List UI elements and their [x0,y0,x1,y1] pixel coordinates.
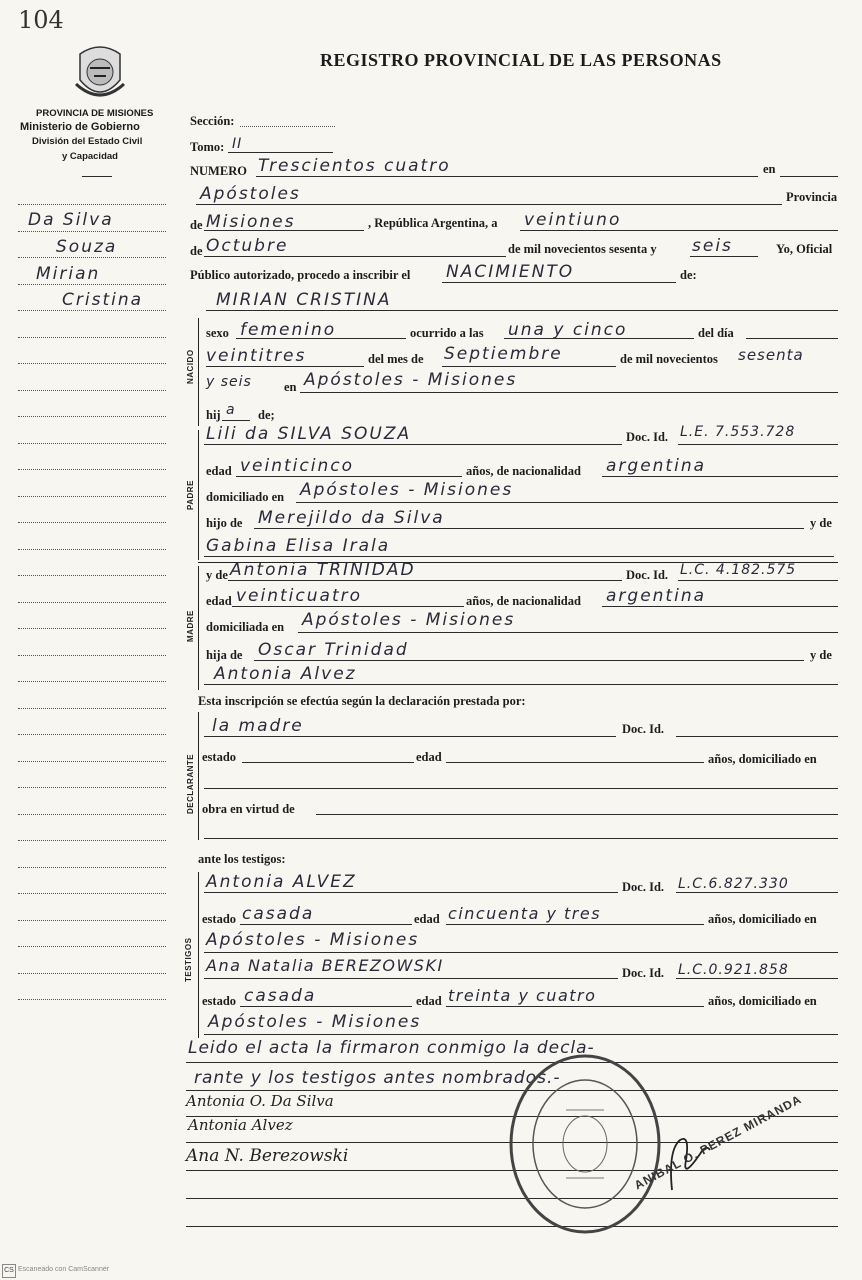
testigos-bracket [198,872,199,1038]
witness2-name-value: Ana Natalia BEREZOWSKI [206,956,444,975]
signature-2: Antonia Alvez [188,1116,293,1134]
padre-bracket [198,430,199,560]
declarant-doc-label: Doc. Id. [622,722,665,736]
de-label-2: de [190,244,203,258]
margin-line [18,469,166,470]
witness1-name-value: Antonia ALVEZ [206,872,357,892]
margin-surname-2: Souza [56,237,118,257]
day-value: veintiuno [524,210,622,230]
hija-line [222,420,250,421]
act-value: NACIMIENTO [446,262,575,282]
sex-line [236,338,406,339]
province-line [204,230,364,231]
document-title: REGISTRO PROVINCIAL DE LAS PERSONAS [320,50,722,70]
numero-line [256,176,758,177]
declarant-extra-line [204,838,838,839]
sexo-label: sexo [206,326,229,340]
margin-line [18,337,166,338]
nacido-side-label: NACIDO [186,349,195,384]
witness1-age-value: cincuenta y tres [448,904,602,923]
witness1-civil-line [240,924,412,925]
mother-name-line [228,580,622,581]
witness2-estado-label: estado [202,994,237,1008]
witness2-edad-label: edad [416,994,442,1008]
tomo-label: Tomo: [190,140,225,154]
margin-line [18,496,166,497]
mother-father-line [254,660,804,661]
seccion-label: Sección: [190,114,235,128]
hija-suffix-value: a [226,402,236,418]
margin-line [18,522,166,523]
witness2-doc-label: Doc. Id. [622,966,665,980]
madre-bracket [198,566,199,690]
margin-line [18,999,166,1000]
mother-doc-value: L.C. 4.182.575 [680,562,797,578]
scanner-watermark: Escaneado con CamScanner [18,1266,110,1273]
del-dia-line [746,338,838,339]
padre-side-label: PADRE [186,480,195,510]
witness2-civil-line [240,1006,412,1007]
witness2-anos-label: años, domiciliado en [708,994,817,1008]
margin-line [18,840,166,841]
witness1-doc-line [676,892,838,893]
father-doc-line [678,444,838,445]
de-label-1: de [190,218,203,232]
mother-age-value: veinticuatro [236,586,362,606]
mother-hija-de-label: hija de [206,648,243,662]
margin-line [18,628,166,629]
birth-month-line [442,366,616,367]
witness1-edad-label: edad [414,912,440,926]
witness1-address-line [204,952,838,953]
father-name-value: Lili da SILVA SOUZA [206,424,412,444]
declarant-edad-label: edad [416,750,442,764]
hour-line [504,338,694,339]
witness2-age-line [446,1006,704,1007]
mother-name-value: Antonia TRINIDAD [230,560,416,580]
father-hijo-de-label: hijo de [206,516,243,530]
mother-dom-label: domiciliada en [206,620,285,634]
day-line [520,230,838,231]
closing-line-1: Leido el acta la firmaron conmigo la decla- [188,1038,595,1058]
father-y-de-label: y de [810,516,832,530]
margin-line [18,575,166,576]
mother-mother-value: Antonia Alvez [214,664,357,684]
seccion-line [240,126,335,127]
witness1-address-value: Apóstoles - Misiones [206,930,420,950]
madre-side-label: MADRE [186,610,195,642]
declarant-estado-line [242,762,414,763]
father-age-value: veinticinco [240,456,354,476]
witness2-doc-value: L.C.0.921.858 [678,962,789,978]
declarante-side-label: DECLARANTE [186,753,195,814]
margin-line [18,867,166,868]
margin-line [18,973,166,974]
province-value: Misiones [206,212,296,232]
en-line [780,176,838,177]
declarant-address-line [204,788,838,789]
mother-edad-label: edad [206,594,232,608]
witness1-doc-value: L.C.6.827.330 [678,876,789,892]
mother-nac-label: años, de nacionalidad [466,594,581,608]
declarant-anos-label: años, domiciliado en [708,752,817,766]
margin-line [18,734,166,735]
margin-line [18,257,166,258]
mother-doc-label: Doc. Id. [626,568,669,582]
del-mes-label: del mes de [368,352,424,366]
mother-mother-line [204,684,838,685]
witness2-address-value: Apóstoles - Misiones [208,1012,422,1032]
numero-label: NUMERO [190,164,247,178]
testigos-side-label: TESTIGOS [184,937,193,982]
margin-given-name-2: Cristina [62,290,144,310]
del-dia-label: del día [698,326,734,340]
signature-3: Ana N. Berezowski [186,1146,349,1166]
republica-label: , República Argentina, a [368,216,498,230]
margin-line [18,787,166,788]
father-doc-label: Doc. Id. [626,430,669,444]
father-name-line [204,444,622,445]
declarant-line [204,736,616,737]
official-seal-icon [506,1050,664,1238]
father-edad-label: edad [206,464,232,478]
hija-de-label: de; [258,408,275,422]
place-line [196,204,782,205]
birth-year-2-value: y seis [206,374,252,390]
margin-line [18,310,166,311]
margin-line [18,602,166,603]
margin-line [18,416,166,417]
witness1-civil-value: casada [242,904,315,924]
margin-given-name-1: Mirian [36,264,101,284]
margin-line [18,655,166,656]
mother-address-line [298,632,838,633]
birth-year-1-value: sesenta [738,346,804,364]
name-value: MIRIAN CRISTINA [216,290,392,310]
father-mother-value: Gabina Elisa Irala [206,536,391,556]
witness1-estado-label: estado [202,912,237,926]
margin-line [18,681,166,682]
birth-place-value: Apóstoles - Misiones [304,370,518,390]
org-line-4: y Capacidad [62,151,118,162]
witness1-doc-label: Doc. Id. [622,880,665,894]
father-nationality-value: argentina [606,456,707,476]
en-label: en [763,162,776,176]
month-value: Octubre [206,236,289,256]
declarant-value: la madre [212,716,304,736]
father-father-value: Merejildo da Silva [258,508,445,528]
mother-father-value: Oscar Trinidad [258,640,409,660]
hija-label: hij [206,408,221,422]
scanner-logo-icon: CS [2,1264,16,1278]
mother-doc-line [678,580,838,581]
father-address-line [296,502,838,503]
father-nac-label: años, de nacionalidad [466,464,581,478]
witness2-address-line [204,1034,838,1035]
en-place-label: en [284,380,297,394]
page-number: 104 [18,6,64,34]
name-line [206,310,838,311]
de-colon-label: de: [680,268,697,282]
publico-label: Público autorizado, procedo a inscribir el [190,268,411,282]
margin-line [18,946,166,947]
closing-line-2: rante y los testigos antes nombrados.- [194,1068,561,1088]
obra-label: obra en virtud de [202,802,295,816]
declaration-label: Esta inscripción se efectúa según la declaración prestada por: [198,694,526,708]
org-line-3: División del Estado Civil [32,136,143,147]
nacido-bracket [198,318,199,426]
provincia-label: Provincia [786,190,838,204]
mother-nationality-line [602,606,838,607]
witness1-age-line [446,924,704,925]
signature-1: Antonia O. Da Silva [186,1092,334,1110]
sex-value: femenino [240,320,337,340]
margin-line [18,920,166,921]
margin-line [18,390,166,391]
witness2-age-value: treinta y cuatro [448,986,597,1005]
org-line-1: PROVINCIA DE MISIONES [36,108,154,119]
father-father-line [254,528,804,529]
margin-line [18,761,166,762]
de-mil-2-label: de mil novecientos [620,352,718,366]
margin-line [18,549,166,550]
declarant-doc-line [676,736,838,737]
birth-day-value: veintitres [206,346,307,366]
month-line [204,256,506,257]
org-line-2: Ministerio de Gobierno [20,121,140,133]
margin-line [18,363,166,364]
coat-of-arms-icon [70,40,130,106]
mother-y-de-label: y de [206,568,228,582]
mother-age-line [232,606,464,607]
birth-place-line [300,392,838,393]
yo-oficial-label: Yo, Oficial [776,242,833,256]
ocurrido-label: ocurrido a las [410,326,484,340]
margin-line [18,814,166,815]
margin-line [18,231,166,232]
margin-line [18,204,166,205]
place-value: Apóstoles [200,184,301,204]
father-address-value: Apóstoles - Misiones [300,480,514,500]
father-doc-value: L.E. 7.553.728 [680,424,796,440]
numero-value: Trescientos cuatro [258,156,451,176]
org-divider [82,176,112,177]
birth-month-value: Septiembre [444,344,563,364]
act-line [442,282,676,283]
witness2-doc-line [676,978,838,979]
witness2-name-line [204,978,618,979]
tomo-value: II [232,136,243,152]
declarant-estado-label: estado [202,750,237,764]
testigos-label: ante los testigos: [198,852,286,866]
mother-nationality-value: argentina [606,586,707,606]
mother-y-de-2-label: y de [810,648,832,662]
year-value: seis [692,236,733,256]
margin-line [18,893,166,894]
hour-value: una y cinco [508,320,628,340]
father-mother-line [204,556,834,557]
father-age-line [236,476,462,477]
declarant-edad-line [446,762,704,763]
margin-line [18,708,166,709]
de-mil-label: de mil novecientos sesenta y [508,242,657,256]
mother-address-value: Apóstoles - Misiones [302,610,516,630]
birth-day-line [206,366,364,367]
witness2-civil-value: casada [244,986,317,1006]
official-stamp-name: ANIBAL O. PEREZ MIRANDA [632,1091,805,1193]
obra-line [316,814,838,815]
father-dom-label: domiciliado en [206,490,285,504]
witness1-anos-label: años, domiciliado en [708,912,817,926]
father-nationality-line [602,476,838,477]
declarante-bracket [198,712,199,840]
margin-surname-1: Da Silva [28,210,114,230]
year-line [690,256,758,257]
witness1-name-line [204,892,618,893]
tomo-line [228,152,333,153]
margin-line [18,443,166,444]
